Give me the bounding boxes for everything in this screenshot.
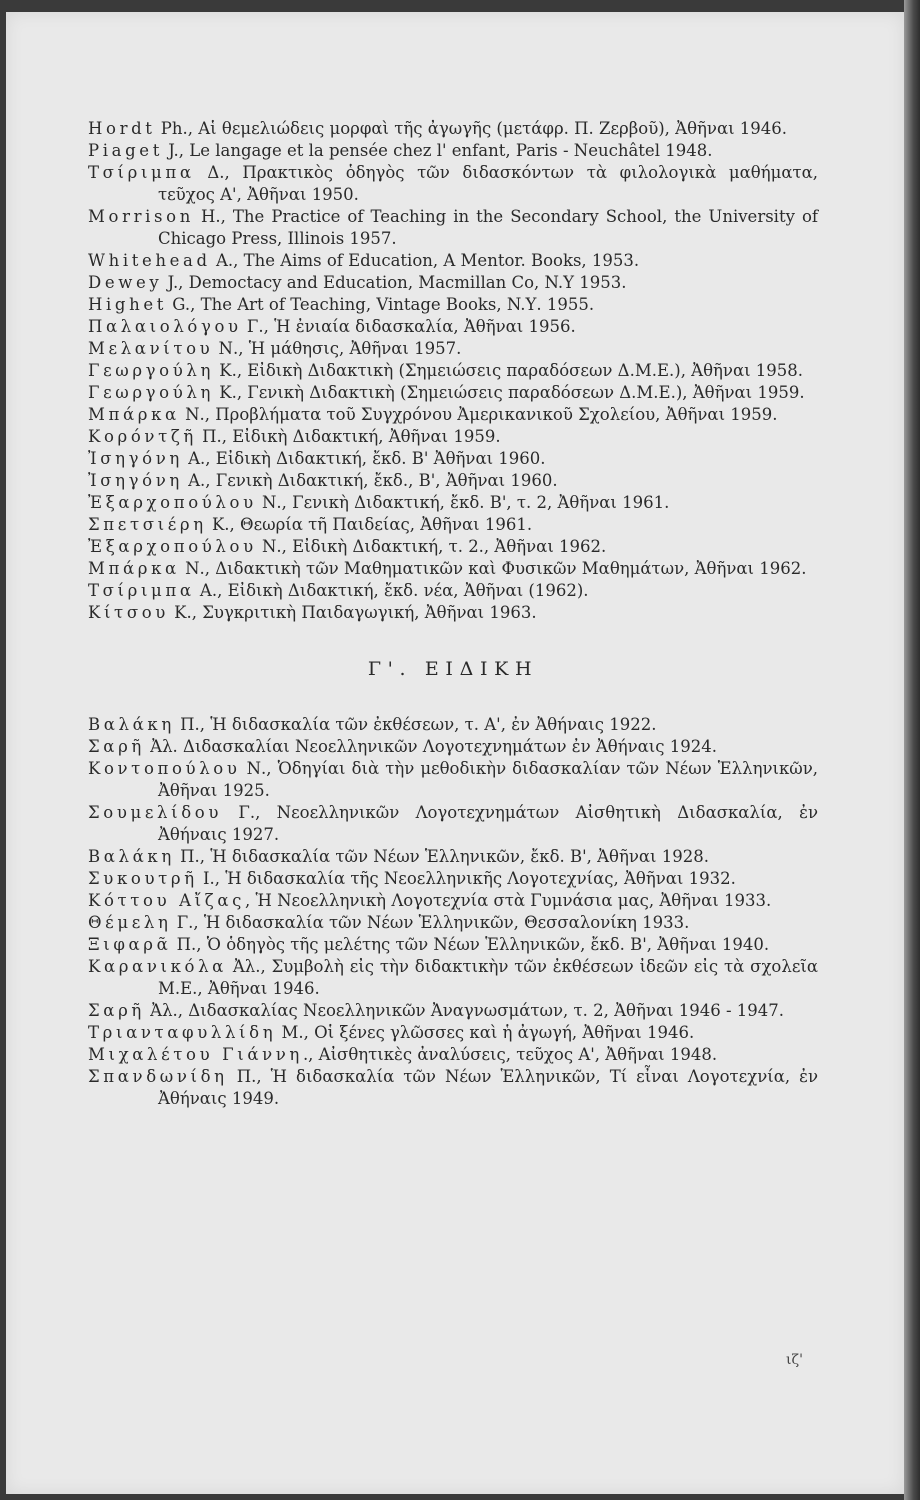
entry-text: Κ., Γενικὴ Διδακτικὴ (Σημειώσεις παραδόσεων Δ.Μ.Ε.), Ἀθῆναι 1959. bbox=[214, 383, 805, 402]
bibliography-entry bbox=[88, 1000, 818, 1022]
entry-text: Ν., Διδακτικὴ τῶν Μαθηματικῶν καὶ Φυσικῶν Μαθημάτων, Ἀθῆναι 1962. bbox=[179, 559, 807, 578]
bibliography-entry bbox=[88, 912, 818, 934]
entry-author: Τσίριμπα bbox=[88, 163, 195, 182]
entry-text: Α., Εἰδικὴ Διδακτική, ἔκδ. Β' Ἀθῆναι 1960. bbox=[182, 449, 546, 468]
bibliography-entry bbox=[88, 294, 818, 316]
entry-text: Ι., Ἡ διδασκαλία τῆς Νεοελληνικῆς Λογοτεχνίας, Ἀθῆναι 1932. bbox=[197, 869, 736, 888]
entry-text: Ἀλ., Συμβολὴ εἰς τὴν διδακτικὴν τῶν ἐκθέσεων ἰδεῶν εἰς τὰ σχολεῖα Μ.Ε., Ἀθῆναι 1946. bbox=[158, 957, 818, 998]
bibliography-entry bbox=[88, 492, 818, 514]
bibliography-entry bbox=[88, 140, 818, 162]
entry-author: Morrison bbox=[88, 207, 194, 226]
entry-author: Ἐξαρχοπούλου bbox=[88, 537, 257, 556]
entry-author: Μιχαλέτου Γιάννη bbox=[88, 1045, 303, 1064]
entry-author: Γεωργούλη bbox=[88, 361, 214, 380]
entry-author: Whitehead bbox=[88, 251, 211, 270]
entry-author: Μελανίτου bbox=[88, 339, 214, 358]
bibliography-entry bbox=[88, 426, 818, 448]
entry-author: Θέμελη bbox=[88, 913, 172, 932]
entry-text: Ν., Προβλήματα τοῦ Συγχρόνου Ἀμερικανικοῦ Σχολείου, Ἀθῆναι 1959. bbox=[179, 405, 778, 424]
entry-text: Ν., Γενικὴ Διδακτική, ἔκδ. Β', τ. 2, Ἀθῆναι 1961. bbox=[256, 493, 670, 512]
entry-author: Τριανταφυλλίδη bbox=[88, 1023, 277, 1042]
bibliography-entry bbox=[88, 470, 818, 492]
entry-author: Κίτσου bbox=[88, 603, 169, 622]
bibliography-entry bbox=[88, 934, 818, 956]
bibliography-entry bbox=[88, 956, 818, 1000]
bibliography-entry bbox=[88, 360, 818, 382]
entry-text: Ἀλ. Διδασκαλίαι Νεοελληνικῶν Λογοτεχνημάτων ἐν Ἀθήναις 1924. bbox=[144, 737, 717, 756]
entry-author: Ξιφαρᾶ bbox=[88, 935, 172, 954]
entry-author: Σουμελίδου bbox=[88, 803, 223, 822]
section-title: Γ'. ΕΙΔΙΚΗ bbox=[367, 658, 539, 680]
bibliography-entry bbox=[88, 118, 818, 140]
bibliography-entry bbox=[88, 602, 818, 624]
entry-author: Μπάρκα bbox=[88, 405, 180, 424]
entry-text: Π., Ὁ ὁδηγὸς τῆς μελέτης τῶν Νέων Ἑλληνικῶν, ἔκδ. Β', Ἀθῆναι 1940. bbox=[171, 935, 770, 954]
bibliography-entry bbox=[88, 382, 818, 404]
bibliography-entry bbox=[88, 868, 818, 890]
bibliography-entry bbox=[88, 758, 818, 802]
special-bibliography-list bbox=[88, 714, 818, 1110]
entry-text: J., Democtacy and Education, Macmillan Co, N.Υ 1953. bbox=[162, 273, 627, 292]
entry-text: Γ., Νεοελληνικῶν Λογοτεχνημάτων Αἰσθητικὴ Διδασκαλία, ἐν Ἀθήναις 1927. bbox=[158, 803, 818, 844]
bibliography-entry bbox=[88, 890, 818, 912]
entry-author: Γεωργούλη bbox=[88, 383, 214, 402]
entry-text: Ἀλ., Διδασκαλίας Νεοελληνικῶν Ἀναγνωσμάτων, τ. 2, Ἀθῆναι 1946 - 1947. bbox=[144, 1001, 785, 1020]
entry-author: Συκουτρῆ bbox=[88, 869, 198, 888]
entry-author: Καρανικόλα bbox=[88, 957, 227, 976]
bibliography-entry bbox=[88, 558, 818, 580]
entry-author: Hordt bbox=[88, 119, 156, 138]
entry-text: Κ., Εἰδικὴ Διδακτικὴ (Σημειώσεις παραδόσεων Δ.Μ.Ε.), Ἀθῆναι 1958. bbox=[214, 361, 804, 380]
entry-author: Κοντοπούλου bbox=[88, 759, 241, 778]
page-number: ιζ' bbox=[786, 1352, 803, 1368]
entry-text: Α., Γενικὴ Διδακτική, ἔκδ., Β', Ἀθῆναι 1960. bbox=[182, 471, 558, 490]
bibliography-entry bbox=[88, 272, 818, 294]
entry-author: Dewey bbox=[88, 273, 163, 292]
bibliography-entry bbox=[88, 404, 818, 426]
entry-text: ., Αἰσθητικὲς ἀναλύσεις, τεῦχος Α', Ἀθῆναι 1948. bbox=[302, 1045, 718, 1064]
entry-text: Π., Ἡ διδασκαλία τῶν ἐκθέσεων, τ. Α', ἐν Ἀθήναις 1922. bbox=[174, 715, 657, 734]
entry-text: Μ., Οἱ ξένες γλῶσσες καὶ ἡ ἀγωγή, Ἀθῆναι 1946. bbox=[276, 1023, 695, 1042]
bibliography-entry bbox=[88, 1044, 818, 1066]
entry-author: Κόττου Αἴζας bbox=[88, 891, 245, 910]
entry-author: Βαλάκη bbox=[88, 715, 175, 734]
bibliography-entry bbox=[88, 714, 818, 736]
bibliography-entry bbox=[88, 316, 818, 338]
bibliography-entry bbox=[88, 206, 818, 250]
entry-author: Βαλάκη bbox=[88, 847, 175, 866]
book-binding-edge bbox=[904, 0, 920, 1500]
general-bibliography-list bbox=[88, 118, 818, 624]
entry-text: Κ., Συγκριτικὴ Παιδαγωγική, Ἀθῆναι 1963. bbox=[168, 603, 537, 622]
entry-text: Π., Ἡ διδασκαλία τῶν Νέων Ἑλληνικῶν, ἔκδ. Β', Ἀθῆναι 1928. bbox=[174, 847, 709, 866]
entry-text: Ν., Ἡ μάθησις, Ἀθῆναι 1957. bbox=[213, 339, 462, 358]
entry-author: Piaget bbox=[88, 141, 163, 160]
bibliography-entry bbox=[88, 162, 818, 206]
bibliography-entry bbox=[88, 736, 818, 758]
entry-text: J., Le langage et la pensée chez l' enfant, Paris - Neuchâtel 1948. bbox=[162, 141, 713, 160]
entry-author: Ἰσηγόνη bbox=[88, 471, 183, 490]
entry-text: H., The Practice of Teaching in the Secondary School, the University of Chicago Press, Illinois 1957. bbox=[158, 207, 818, 248]
bibliography-entry bbox=[88, 338, 818, 360]
entry-author: Παλαιολόγου bbox=[88, 317, 242, 336]
bibliography-entry bbox=[88, 580, 818, 602]
bibliography-entry bbox=[88, 536, 818, 558]
bibliography-entry bbox=[88, 1066, 818, 1110]
bibliography-entry bbox=[88, 1022, 818, 1044]
entry-author: Σπανδωνίδη bbox=[88, 1067, 228, 1086]
entry-author: Τσίριμπα bbox=[88, 581, 195, 600]
entry-text: A., The Aims of Education, A Mentor. Books, 1953. bbox=[210, 251, 640, 270]
bibliography-entry bbox=[88, 448, 818, 470]
entry-author: Highet bbox=[88, 295, 168, 314]
entry-author: Σπετσιέρη bbox=[88, 515, 207, 534]
entry-author: Κορόντζῆ bbox=[88, 427, 197, 446]
entry-author: Σαρῆ bbox=[88, 1001, 145, 1020]
entry-text: Ν., Ὁδηγίαι διὰ τὴν μεθοδικὴν διδασκαλίαν τῶν Νέων Ἑλληνικῶν, Ἀθῆναι 1925. bbox=[158, 759, 818, 800]
entry-text: Ph., Αἱ θεμελιώδεις μορφαὶ τῆς ἀγωγῆς (μετάφρ. Π. Ζερβοῦ), Ἀθῆναι 1946. bbox=[155, 119, 788, 138]
entry-author: Ἐξαρχοπούλου bbox=[88, 493, 257, 512]
entry-author: Μπάρκα bbox=[88, 559, 180, 578]
entry-text: , Ἡ Νεοελληνικὴ Λογοτεχνία στὰ Γυμνάσια μας, Ἀθῆναι 1933. bbox=[245, 891, 772, 910]
entry-author: Ἰσηγόνη bbox=[88, 449, 183, 468]
entry-text: Κ., Θεωρία τῆ Παιδείας, Ἀθῆναι 1961. bbox=[206, 515, 533, 534]
entry-text: Α., Εἰδικὴ Διδακτική, ἔκδ. νέα, Ἀθῆναι (1962). bbox=[194, 581, 589, 600]
entry-text: Π., Εἰδικὴ Διδακτική, Ἀθῆναι 1959. bbox=[196, 427, 501, 446]
entry-text: G., The Art of Teaching, Vintage Books, N.Υ. 1955. bbox=[167, 295, 595, 314]
entry-text: Ν., Εἰδικὴ Διδακτική, τ. 2., Ἀθῆναι 1962. bbox=[256, 537, 607, 556]
entry-text: Π., Ἡ διδασκαλία τῶν Νέων Ἑλληνικῶν, Τί εἶναι Λογοτεχνία, ἐν Ἀθήναις 1949. bbox=[158, 1067, 818, 1108]
entry-text: Δ., Πρακτικὸς ὁδηγὸς τῶν διδασκόντων τὰ φιλολογικὰ μαθήματα, τεῦχος Α', Ἀθῆναι 1950. bbox=[158, 163, 818, 204]
entry-text: Γ., Ἡ διδασκαλία τῶν Νέων Ἑλληνικῶν, Θεσσαλονίκη 1933. bbox=[171, 913, 690, 932]
bibliography-entry bbox=[88, 846, 818, 868]
entry-text: Γ., Ἡ ἐνιαία διδασκαλία, Ἀθῆναι 1956. bbox=[241, 317, 576, 336]
entry-author: Σαρῆ bbox=[88, 737, 145, 756]
bibliography bbox=[88, 118, 818, 1110]
bibliography-entry bbox=[88, 514, 818, 536]
bibliography-entry bbox=[88, 802, 818, 846]
bibliography-entry bbox=[88, 250, 818, 272]
